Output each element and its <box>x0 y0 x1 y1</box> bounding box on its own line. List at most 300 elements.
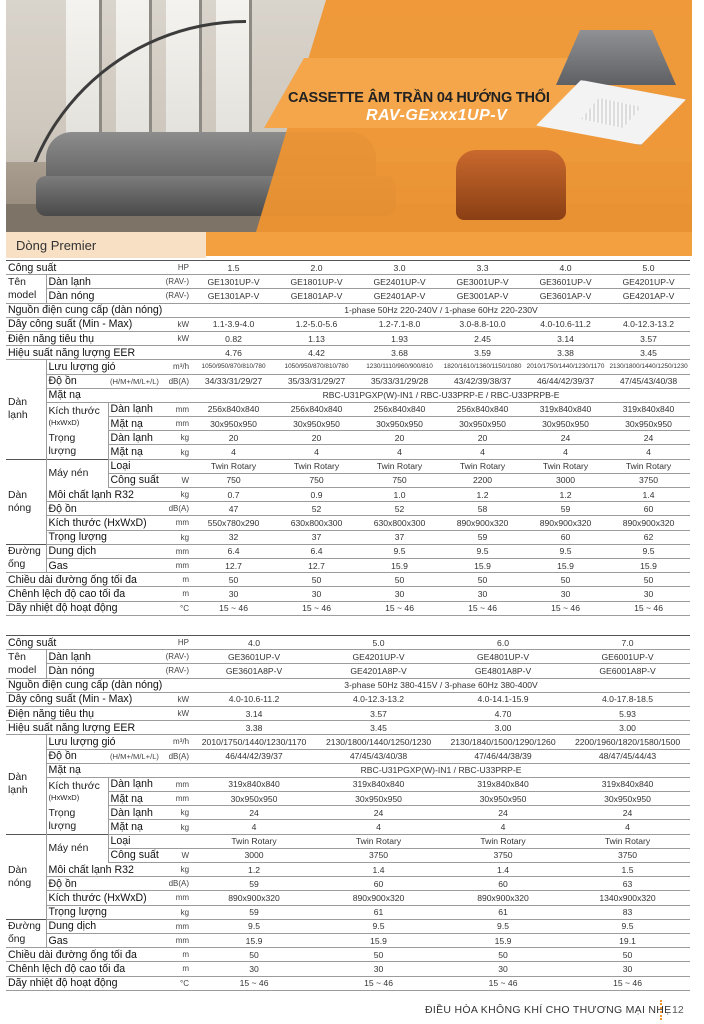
value-outdoor-model: GE3601A8P-V <box>192 664 316 678</box>
value-height-diff: 30 <box>316 962 441 976</box>
value-wt-outdoor: 61 <box>316 905 441 919</box>
value-comp-power: 3000 <box>524 473 607 487</box>
row-noise-indoor <box>6 374 690 388</box>
unit-hp: HP <box>160 636 192 650</box>
row-capacity-range <box>6 692 690 706</box>
value-hp: 5.0 <box>316 636 441 650</box>
spec-table-3phase <box>6 635 690 991</box>
value-dim-outdoor: 630x800x300 <box>275 516 358 530</box>
page-number: 12 <box>672 1004 684 1016</box>
value-wt-indoor: 24 <box>607 431 690 445</box>
label-dan-lanh-group: Dàn lạnh <box>8 772 28 797</box>
value-outdoor-model: GE4201AP-V <box>607 289 690 303</box>
unit-m: m <box>160 962 192 976</box>
value-wt-indoor: 24 <box>316 806 441 820</box>
label-loai: Loại <box>108 459 192 473</box>
value-noise-in: 35/33/31/29/27 <box>275 374 358 388</box>
value-pipe-length: 50 <box>192 573 275 587</box>
value-wt-outdoor: 37 <box>275 530 358 544</box>
label-trong-luong: Trọng lượng <box>46 905 160 919</box>
value-comp-power: 2200 <box>441 473 524 487</box>
cassette-unit-body <box>556 30 676 85</box>
unit-airflow: m³/h <box>160 735 192 749</box>
value-wt-indoor: 24 <box>524 431 607 445</box>
unit-mm: mm <box>160 933 192 947</box>
value-comp-type: Twin Rotary <box>441 834 565 848</box>
label-do-on: Độ ồn <box>46 877 160 891</box>
value-dim-outdoor: 630x800x300 <box>358 516 441 530</box>
value-dim-outdoor: 890x900x320 <box>441 891 565 905</box>
label-day-nhiet-do: Dãy nhiệt độ hoạt động <box>6 976 160 990</box>
value-eer: 4.42 <box>275 346 358 360</box>
label-nguon-dien: Nguồn điện cung cấp (dàn nóng) <box>6 303 192 317</box>
value-temp-range: 15 ~ 46 <box>316 976 441 990</box>
value-indoor-model: GE1801UP-V <box>275 275 358 289</box>
value-temp-range: 15 ~ 46 <box>607 601 690 615</box>
label-mat-na: Mặt nạ <box>46 763 192 777</box>
value-dim-outdoor: 890x900x320 <box>524 516 607 530</box>
unit-w: W <box>160 848 192 862</box>
label-ten-model: Tên model <box>6 650 46 678</box>
value-noise-out: 52 <box>358 502 441 516</box>
value-refrigerant: 1.4 <box>607 488 690 502</box>
value-capacity-range: 3.0-8.8-10.0 <box>441 317 524 331</box>
label-kich-thuoc-hxwxd: Kích thước (HxWxD) <box>46 516 160 530</box>
row-dim-panel <box>6 417 690 431</box>
label-dan-lanh-short: Dàn lạnh <box>108 806 160 820</box>
label-mat-na: Mặt nạ <box>46 388 192 402</box>
value-noise-in: 47/46/44/38/39 <box>441 749 565 763</box>
value-pipe-liquid: 9.5 <box>316 919 441 933</box>
row-airflow <box>6 735 690 749</box>
label-day-cong-suat: Dây công suất (Min - Max) <box>6 692 160 706</box>
value-height-diff: 30 <box>565 962 690 976</box>
label-eer: Hiệu suất năng lượng EER <box>6 346 192 360</box>
unit-rav: (RAV-) <box>108 664 192 678</box>
value-pipe-liquid: 9.5 <box>358 544 441 558</box>
value-indoor-model: GE3001UP-V <box>441 275 524 289</box>
value-height-diff: 30 <box>192 962 316 976</box>
value-eer: 3.45 <box>607 346 690 360</box>
row-pipe-gas <box>6 933 690 947</box>
label-dan-nong: Dàn nóng <box>46 664 108 678</box>
value-hp: 4.0 <box>524 261 607 275</box>
unit-dba: dB(A) <box>160 502 192 516</box>
value-dim-outdoor: 890x900x320 <box>316 891 441 905</box>
value-hp: 5.0 <box>607 261 690 275</box>
value-outdoor-model: GE2401AP-V <box>358 289 441 303</box>
row-pipe-liquid <box>6 919 690 933</box>
value-wt-outdoor: 61 <box>441 905 565 919</box>
value-indoor-model: GE3601UP-V <box>524 275 607 289</box>
value-comp-power: 750 <box>192 473 275 487</box>
value-pipe-liquid: 9.5 <box>524 544 607 558</box>
value-dim-outdoor: 890x900x320 <box>192 891 316 905</box>
unit-mm: mm <box>160 544 192 558</box>
unit-kw: kW <box>160 692 192 706</box>
value-noise-in: 48/47/45/44/43 <box>565 749 690 763</box>
value-outdoor-model: GE3601AP-V <box>524 289 607 303</box>
value-noise-in: 43/42/39/38/37 <box>441 374 524 388</box>
value-outdoor-model: GE1801AP-V <box>275 289 358 303</box>
value-airflow: 2130/1840/1500/1290/1260 <box>441 735 565 749</box>
label-luu-luong-gio: Lưu lượng gió <box>46 735 160 749</box>
value-dim-indoor: 256x840x840 <box>275 402 358 416</box>
row-eer <box>6 721 690 735</box>
row-capacity-range <box>6 317 690 331</box>
value-dim-indoor: 319x840x840 <box>316 777 441 791</box>
value-capacity-range: 4.0-10.6-11.2 <box>524 317 607 331</box>
value-hp: 3.0 <box>358 261 441 275</box>
value-pipe-length: 50 <box>441 948 565 962</box>
label-cong-suat: Công suất <box>6 636 160 650</box>
value-dim-panel: 30x950x950 <box>358 417 441 431</box>
value-pipe-gas: 15.9 <box>192 933 316 947</box>
unit-mm: mm <box>160 919 192 933</box>
label-chieu-dai: Chiều dài đường ống tối đa <box>6 573 160 587</box>
value-pipe-length: 50 <box>524 573 607 587</box>
row-panel <box>6 763 690 777</box>
row-dim-panel <box>6 792 690 806</box>
value-comp-type: Twin Rotary <box>275 459 358 473</box>
value-noise-in: 46/44/42/39/37 <box>524 374 607 388</box>
label-dan-nong-group: Dàn nóng <box>6 459 46 544</box>
value-pipe-length: 50 <box>565 948 690 962</box>
unit-kg: kg <box>160 863 192 877</box>
value-indoor-model: GE6001UP-V <box>565 650 690 664</box>
label-moi-chat: Môi chất lạnh R32 <box>46 863 160 877</box>
row-wt-indoor <box>6 431 690 445</box>
row-hp <box>6 261 690 275</box>
value-dim-indoor: 319x840x840 <box>192 777 316 791</box>
label-mat-na-short: Mặt nạ <box>108 820 160 834</box>
unit-kw: kW <box>160 706 192 720</box>
label-dan-nong-group: Dàn nóng <box>6 834 46 919</box>
row-dim-indoor <box>6 777 690 791</box>
unit-dba: dB(A) <box>160 749 192 763</box>
value-airflow: 1050/950/870/810/780 <box>275 360 358 374</box>
value-pipe-length: 50 <box>192 948 316 962</box>
value-outdoor-model: GE6001A8P-V <box>565 664 690 678</box>
value-wt-outdoor: 83 <box>565 905 690 919</box>
label-eer: Hiệu suất năng lượng EER <box>6 721 192 735</box>
row-comp-power <box>6 473 690 487</box>
row-wt-indoor <box>6 806 690 820</box>
value-dim-panel: 30x950x950 <box>565 792 690 806</box>
label-kich-thuoc: Kích thước <box>48 405 100 417</box>
label-duong-ong: Đường ống <box>6 544 46 572</box>
banner-title: CASSETTE ÂM TRẦN 04 HƯỚNG THỔI <box>288 90 550 106</box>
label-kich-thuoc-group <box>46 777 108 805</box>
value-outdoor-model: GE1301AP-V <box>192 289 275 303</box>
row-power-input <box>6 706 690 720</box>
value-height-diff: 30 <box>524 587 607 601</box>
armchair-image <box>456 150 566 220</box>
unit-m: m <box>160 573 192 587</box>
value-airflow: 2130/1800/1440/1250/1230 <box>607 360 690 374</box>
value-panel: RBC-U31PGXP(W)-IN1 / RBC-U33PRP-E <box>192 763 690 777</box>
value-noise-out: 58 <box>441 502 524 516</box>
label-moi-chat: Môi chất lạnh R32 <box>46 488 160 502</box>
value-refrigerant: 1.2 <box>441 488 524 502</box>
label-do-on-sub: (H/M+/M/L+/L) <box>108 749 160 763</box>
value-comp-power: 3750 <box>565 848 690 862</box>
value-comp-type: Twin Rotary <box>565 834 690 848</box>
value-noise-in: 46/44/42/39/37 <box>192 749 316 763</box>
row-pipe-liquid <box>6 544 690 558</box>
value-pipe-length: 50 <box>316 948 441 962</box>
value-capacity-range: 4.0-10.6-11.2 <box>192 692 316 706</box>
value-comp-type: Twin Rotary <box>607 459 690 473</box>
label-cong-suat-short: Công suất <box>108 848 160 862</box>
value-pipe-gas: 15.9 <box>524 558 607 572</box>
value-temp-range: 15 ~ 46 <box>275 601 358 615</box>
row-outdoor-model <box>6 664 690 678</box>
row-airflow <box>6 360 690 374</box>
value-noise-out: 47 <box>192 502 275 516</box>
label-do-on: Độ ồn <box>46 374 108 388</box>
value-dim-panel: 30x950x950 <box>441 792 565 806</box>
value-indoor-model: GE1301UP-V <box>192 275 275 289</box>
unit-mm: mm <box>160 792 192 806</box>
value-wt-panel: 4 <box>441 445 524 459</box>
value-refrigerant: 1.5 <box>565 863 690 877</box>
value-pipe-length: 50 <box>275 573 358 587</box>
label-kich-thuoc-hxwxd: Kích thước (HxWxD) <box>46 891 160 905</box>
value-dim-indoor: 256x840x840 <box>441 402 524 416</box>
label-mat-na-short: Mặt nạ <box>108 445 160 459</box>
unit-kg: kg <box>160 530 192 544</box>
banner-model-series: RAV-GExxx1UP-V <box>366 107 508 124</box>
value-pipe-gas: 15.9 <box>607 558 690 572</box>
value-pipe-gas: 15.9 <box>358 558 441 572</box>
row-dim-indoor <box>6 402 690 416</box>
value-temp-range: 15 ~ 46 <box>192 976 316 990</box>
value-power-input: 1.13 <box>275 331 358 345</box>
unit-kg: kg <box>160 820 192 834</box>
label-dan-lanh-short: Dàn lạnh <box>108 402 160 416</box>
row-noise-outdoor <box>6 877 690 891</box>
value-dim-indoor: 319x840x840 <box>565 777 690 791</box>
unit-degc: °C <box>160 976 192 990</box>
value-pipe-liquid: 9.5 <box>441 919 565 933</box>
unit-dba: dB(A) <box>160 877 192 891</box>
value-dim-panel: 30x950x950 <box>275 417 358 431</box>
label-kich-thuoc-sub: (HxWxD) <box>48 417 80 427</box>
label-gas: Gas <box>46 558 160 572</box>
row-noise-outdoor <box>6 502 690 516</box>
value-dim-panel: 30x950x950 <box>524 417 607 431</box>
label-dan-nong: Dàn nóng <box>46 289 108 303</box>
value-hp: 6.0 <box>441 636 565 650</box>
value-wt-panel: 4 <box>607 445 690 459</box>
value-eer: 3.38 <box>192 721 316 735</box>
footer-separator <box>660 1000 662 1020</box>
value-power-input: 3.14 <box>524 331 607 345</box>
unit-mm: mm <box>160 516 192 530</box>
value-pipe-gas: 15.9 <box>441 933 565 947</box>
value-power-supply: 3-phase 50Hz 380-415V / 3-phase 60Hz 380-400V <box>192 678 690 692</box>
value-wt-panel: 4 <box>441 820 565 834</box>
value-wt-indoor: 20 <box>441 431 524 445</box>
row-temp-range <box>6 601 690 615</box>
value-comp-power: 750 <box>275 473 358 487</box>
value-pipe-liquid: 9.5 <box>565 919 690 933</box>
value-comp-power: 3750 <box>607 473 690 487</box>
hero-banner <box>6 0 692 232</box>
label-trong-luong: Trọng lượng <box>46 806 108 834</box>
value-noise-in: 47/45/43/40/38 <box>607 374 690 388</box>
row-pipe-length <box>6 573 690 587</box>
row-wt-panel <box>6 820 690 834</box>
row-power-input <box>6 331 690 345</box>
value-eer: 3.00 <box>565 721 690 735</box>
value-indoor-model: GE3601UP-V <box>192 650 316 664</box>
label-chenh-lech: Chênh lệch độ cao tối đa <box>6 587 160 601</box>
value-pipe-liquid: 6.4 <box>275 544 358 558</box>
row-power-supply <box>6 678 690 692</box>
value-outdoor-model: GE4201A8P-V <box>316 664 441 678</box>
value-eer: 4.76 <box>192 346 275 360</box>
footer-text: ĐIỀU HÒA KHÔNG KHÍ CHO THƯƠNG MẠI NHẸ <box>425 1004 672 1016</box>
value-comp-type: Twin Rotary <box>358 459 441 473</box>
label-dien-nang: Điện năng tiêu thụ <box>6 331 160 345</box>
value-comp-power: 3750 <box>441 848 565 862</box>
value-airflow: 2130/1800/1440/1250/1230 <box>316 735 441 749</box>
value-airflow: 1820/1610/1360/1150/1080 <box>441 360 524 374</box>
value-power-supply: 1-phase 50Hz 220-240V / 1-phase 60Hz 220-230V <box>192 303 690 317</box>
unit-rav: (RAV-) <box>108 275 192 289</box>
unit-m: m <box>160 948 192 962</box>
value-power-input: 3.57 <box>316 706 441 720</box>
row-comp-type <box>6 834 690 848</box>
row-wt-outdoor <box>6 530 690 544</box>
value-dim-indoor: 319x840x840 <box>524 402 607 416</box>
label-gas: Gas <box>46 933 160 947</box>
label-dan-lanh-group: Dàn lạnh <box>8 397 28 422</box>
value-eer: 3.38 <box>524 346 607 360</box>
value-pipe-liquid: 9.5 <box>607 544 690 558</box>
value-power-input: 2.45 <box>441 331 524 345</box>
value-hp: 1.5 <box>192 261 275 275</box>
row-wt-panel <box>6 445 690 459</box>
value-wt-indoor: 20 <box>275 431 358 445</box>
unit-rav: (RAV-) <box>108 289 192 303</box>
value-dim-indoor: 256x840x840 <box>358 402 441 416</box>
value-noise-in: 34/33/31/29/27 <box>192 374 275 388</box>
unit-kw: kW <box>160 331 192 345</box>
value-indoor-model: GE4201UP-V <box>316 650 441 664</box>
value-noise-out: 60 <box>316 877 441 891</box>
unit-degc: °C <box>160 601 192 615</box>
label-do-on-sub: (H/M+/M/L+/L) <box>108 374 160 388</box>
value-refrigerant: 1.2 <box>192 863 316 877</box>
value-power-input: 1.93 <box>358 331 441 345</box>
value-dim-panel: 30x950x950 <box>441 417 524 431</box>
unit-m: m <box>160 587 192 601</box>
value-airflow: 1050/950/870/810/780 <box>192 360 275 374</box>
value-wt-panel: 4 <box>316 820 441 834</box>
value-capacity-range: 1.2-7.1-8.0 <box>358 317 441 331</box>
value-dim-panel: 30x950x950 <box>192 792 316 806</box>
value-wt-panel: 4 <box>192 820 316 834</box>
value-airflow: 2010/1750/1440/1230/1170 <box>524 360 607 374</box>
value-pipe-gas: 19.1 <box>565 933 690 947</box>
label-day-nhiet-do: Dãy nhiệt độ hoạt động <box>6 601 160 615</box>
label-kich-thuoc: Kích thước <box>48 780 100 792</box>
value-noise-in: 47/45/43/40/38 <box>316 749 441 763</box>
value-capacity-range: 4.0-12.3-13.2 <box>316 692 441 706</box>
value-height-diff: 30 <box>192 587 275 601</box>
label-dan-lanh-short: Dàn lạnh <box>108 431 160 445</box>
value-pipe-gas: 12.7 <box>275 558 358 572</box>
value-hp: 3.3 <box>441 261 524 275</box>
value-wt-panel: 4 <box>565 820 690 834</box>
value-dim-panel: 30x950x950 <box>607 417 690 431</box>
value-eer: 3.45 <box>316 721 441 735</box>
value-comp-type: Twin Rotary <box>524 459 607 473</box>
label-trong-luong: Trọng lượng <box>46 431 108 459</box>
unit-mm: mm <box>160 402 192 416</box>
label-nguon-dien: Nguồn điện cung cấp (dàn nóng) <box>6 678 192 692</box>
row-power-supply <box>6 303 690 317</box>
value-indoor-model: GE4801UP-V <box>441 650 565 664</box>
value-power-input: 0.82 <box>192 331 275 345</box>
value-capacity-range: 4.0-14.1-15.9 <box>441 692 565 706</box>
value-dim-outdoor: 1340x900x320 <box>565 891 690 905</box>
value-dim-outdoor: 890x900x320 <box>441 516 524 530</box>
row-pipe-gas <box>6 558 690 572</box>
value-wt-indoor: 24 <box>441 806 565 820</box>
unit-mm: mm <box>160 777 192 791</box>
value-wt-outdoor: 62 <box>607 530 690 544</box>
value-refrigerant: 1.0 <box>358 488 441 502</box>
value-hp: 7.0 <box>565 636 690 650</box>
unit-kg: kg <box>160 445 192 459</box>
row-indoor-model <box>6 650 690 664</box>
unit-mm: mm <box>160 417 192 431</box>
unit-kw: kW <box>160 317 192 331</box>
value-eer: 3.59 <box>441 346 524 360</box>
label-duong-ong: Đường ống <box>6 919 46 947</box>
value-noise-out: 63 <box>565 877 690 891</box>
row-comp-power <box>6 848 690 862</box>
value-outdoor-model: GE4801A8P-V <box>441 664 565 678</box>
value-comp-type: Twin Rotary <box>192 834 316 848</box>
value-dim-outdoor: 550x780x290 <box>192 516 275 530</box>
unit-kg: kg <box>160 806 192 820</box>
value-temp-range: 15 ~ 46 <box>441 976 565 990</box>
row-pipe-length <box>6 948 690 962</box>
label-mat-na-short: Mặt nạ <box>108 417 160 431</box>
value-dim-indoor: 319x840x840 <box>607 402 690 416</box>
label-dan-lanh-short: Dàn lạnh <box>108 777 160 791</box>
value-refrigerant: 1.4 <box>316 863 441 877</box>
label-may-nen: Máy nén <box>46 834 108 862</box>
value-noise-in: 35/33/31/29/28 <box>358 374 441 388</box>
label-chenh-lech: Chênh lệch độ cao tối đa <box>6 962 160 976</box>
unit-w: W <box>160 473 192 487</box>
row-comp-type <box>6 459 690 473</box>
label-do-on: Độ ồn <box>46 749 108 763</box>
row-height-diff <box>6 587 690 601</box>
label-kich-thuoc-group <box>46 402 108 430</box>
value-capacity-range: 4.0-12.3-13.2 <box>607 317 690 331</box>
value-height-diff: 30 <box>441 962 565 976</box>
value-wt-indoor: 20 <box>358 431 441 445</box>
value-eer: 3.00 <box>441 721 565 735</box>
row-wt-outdoor <box>6 905 690 919</box>
